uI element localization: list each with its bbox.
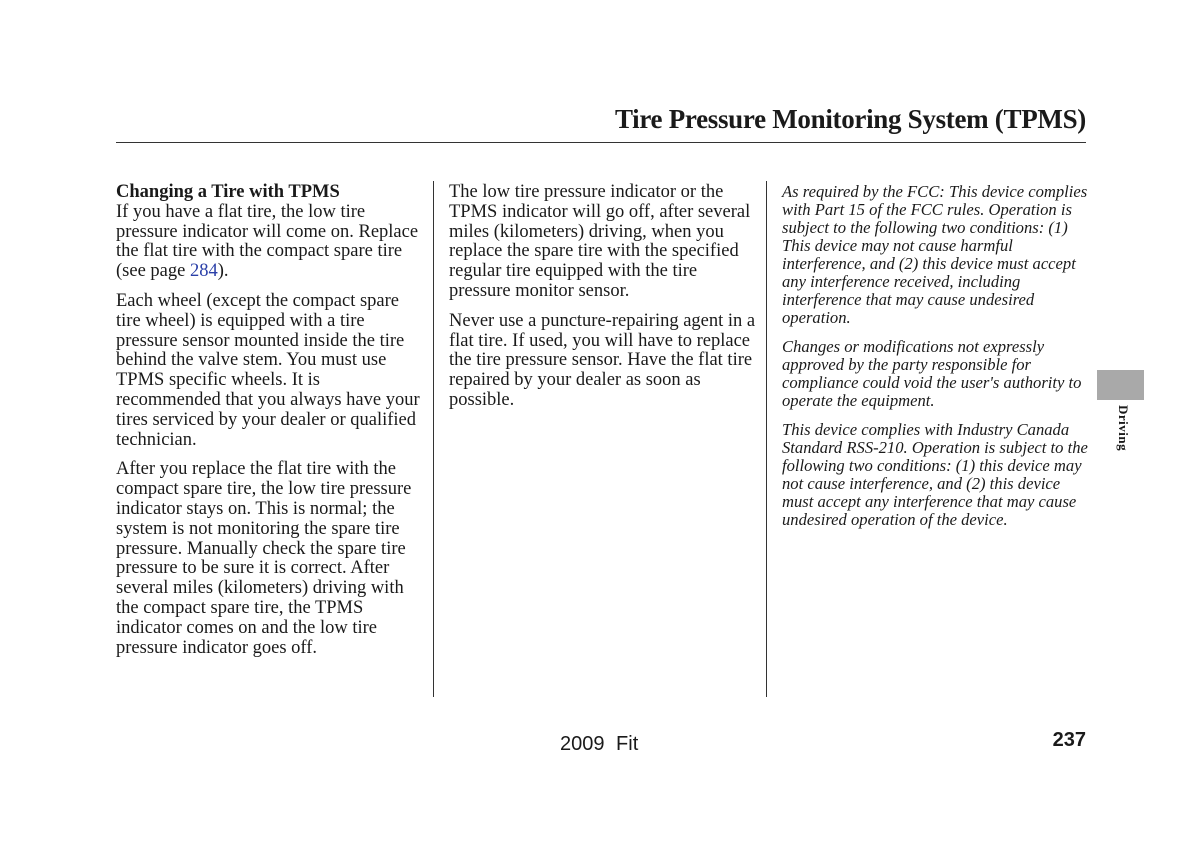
paragraph: As required by the FCC: This device complies with Part 15 of the FCC rules. Operation is subject to the following two conditions: (1) This device may not cause harmful interference, and (2) this device must accept any interference received, including interference that may cause undesired operation. [782, 182, 1088, 327]
paragraph-text: If you have a flat tire, the low tire pressure indicator will come on. Replace the flat tire with the compact spare tire (see page [116, 201, 419, 282]
page-title: Tire Pressure Monitoring System (TPMS) [614, 104, 1086, 134]
paragraph: After you replace the flat tire with the compact spare tire, the low tire pressure indicator stays on. This is normal; the system is not monitoring the spare tire pressure. Manually check the spare tire pressure to be sure it is correct. After several miles (kilometers) driving with the compact spare tire, the TPMS indicator comes on and the low tire pressure indicator goes off. [116, 459, 412, 658]
section-heading: Changing a Tire with TPMS [116, 182, 340, 202]
chapter-tab [1097, 370, 1144, 400]
column-left [116, 183, 428, 668]
paragraph: This device complies with Industry Canada Standard RSS-210. Operation is subject to the following two conditions: (1) this device may not cause interference, and (2) this device must accept any interference that may cause undesired operation of the device. [782, 420, 1088, 529]
chapter-tab-label: Driving [1116, 405, 1131, 452]
column-right-fcc-notice [782, 183, 1094, 540]
paragraph: Never use a puncture-repairing agent in a flat tire. If used, you will have to replace the tire pressure sensor. Have the flat tire repaired by your dealer as soon as possible. [449, 310, 756, 410]
paragraph: Changes or modifications not expressly approved by the party responsible for compliance could void the user's authority to operate the equipment. [782, 337, 1082, 410]
paragraph: Each wheel (except the compact spare tire wheel) is equipped with a tire pressure sensor mounted inside the tire behind the valve stem. You must use TPMS specific wheels. It is recommended that you always have your tires serviced by your dealer or qualified technician. [116, 290, 420, 450]
column-middle [449, 183, 759, 421]
paragraph [116, 183, 428, 282]
column-divider [766, 181, 767, 697]
footer-model-name: 2009 Fit [560, 733, 639, 755]
paragraph: The low tire pressure indicator or the TPMS indicator will go off, after several miles (kilometers) driving, when you replace the spare tire with the specified regular tire equipped with the tire pressure monitor sensor. [449, 182, 751, 301]
page-number: 237 [1052, 729, 1086, 751]
paragraph-text: ). [217, 261, 229, 282]
column-divider [433, 181, 434, 697]
page-reference-link[interactable]: 284 [189, 261, 218, 282]
title-divider [116, 142, 1086, 143]
